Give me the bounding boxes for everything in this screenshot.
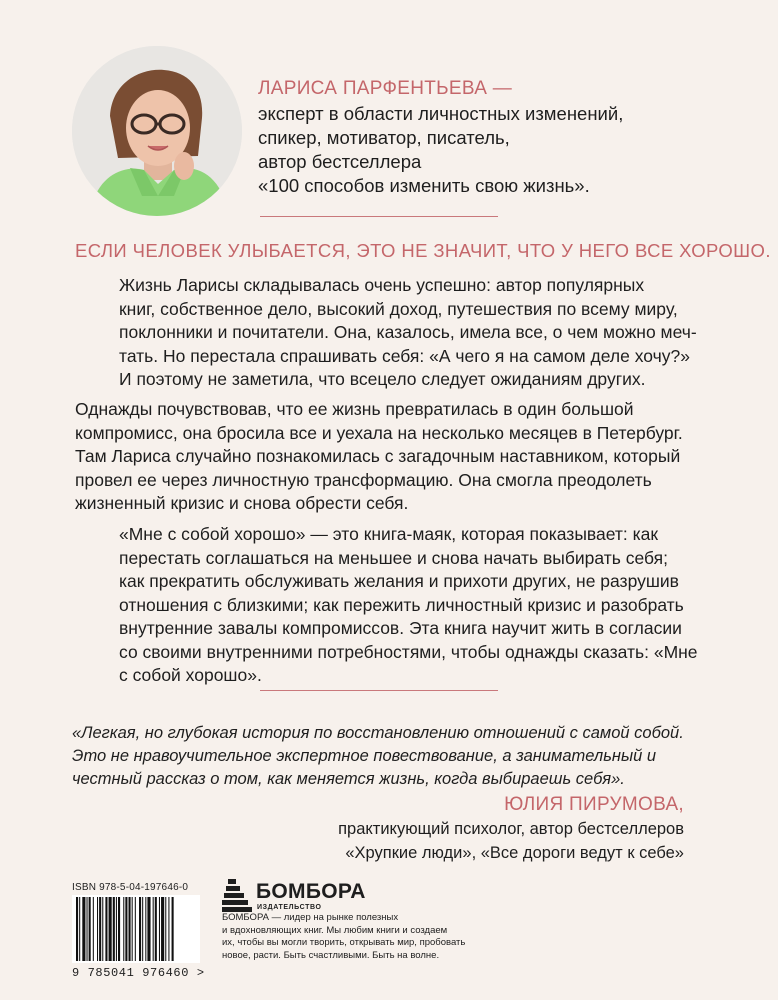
- paragraph-line: Там Лариса случайно познакомилась с загадочным наставником, который: [75, 446, 681, 466]
- author-description-line: автор бестселлера: [258, 151, 422, 172]
- paragraph-line: отношения с близкими; как пережить личностный кризис и разобрать: [119, 594, 684, 615]
- publisher-line: новое, расти. Быть счастливыми. Быть на волне.: [222, 949, 440, 961]
- barcode-bar: [135, 897, 136, 961]
- paragraph-line: жизненный кризис и снова обрести себя.: [75, 493, 409, 513]
- barcode-bar: [87, 897, 88, 961]
- barcode-bar: [165, 897, 166, 961]
- author-portrait-illustration: [72, 46, 242, 216]
- barcode-bar: [129, 897, 131, 961]
- paragraph-2: [75, 398, 683, 516]
- paragraph-line: со своими внутренними потребностями, чтобы однажды сказать: «Мне: [119, 641, 698, 662]
- headline: ЕСЛИ ЧЕЛОВЕК УЛЫБАЕТСЯ, ЭТО НЕ ЗНАЧИТ, ЧТО У НЕГО ВСЕ ХОРОШО.: [75, 240, 771, 261]
- paragraph-1: [119, 274, 697, 392]
- paragraph-line: книг, собственное дело, высокий доход, путешествия по всему миру,: [119, 298, 678, 319]
- barcode-bar: [118, 897, 120, 961]
- barcode-bar: [125, 897, 127, 961]
- author-description: [258, 102, 623, 198]
- publisher-logo-name: БОМБОРА: [256, 880, 366, 903]
- paragraph-line: Однажды почувствовав, что ее жизнь превратилась в один большой: [75, 399, 634, 419]
- publisher-logo-icon: [222, 877, 252, 913]
- paragraph-line: с собой хорошо».: [119, 665, 262, 685]
- barcode-bar: [161, 897, 164, 961]
- publisher-line: их, чтобы вы могли творить, открывать мир, пробовать: [222, 937, 466, 949]
- quote-line: честный рассказ о том, как меняется жизнь, когда выбираешь себя».: [72, 770, 625, 788]
- author-photo: [72, 46, 242, 216]
- quote-line: Это не нравоучительное экспертное повествование, а занимательный и: [72, 747, 657, 765]
- barcode-bar: [142, 897, 143, 961]
- publisher-line: БОМБОРА — лидер на рынке полезных: [222, 912, 399, 923]
- barcode-bar: [76, 897, 78, 961]
- paragraph-line: И поэтому не заметила, что всецело следует ожиданиям других.: [119, 369, 646, 389]
- barcode-bar: [102, 897, 103, 961]
- divider-top: [260, 216, 498, 217]
- barcode-bar: [159, 897, 160, 961]
- quote-role-line: практикующий психолог, автор бестселлеров: [338, 820, 684, 838]
- quote-role-line: «Хрупкие люди», «Все дороги ведут к себе»: [345, 844, 684, 862]
- divider-bottom: [260, 690, 498, 691]
- barcode-bar: [89, 897, 91, 961]
- barcode-bar: [172, 897, 174, 961]
- paragraph-line: поклонники и почитатели. Она, казалось, имела все, о чем можно меч-: [119, 322, 697, 342]
- barcode-bar: [97, 897, 98, 961]
- paragraph-line: «Мне с собой хорошо» — это книга-маяк, которая показывает: как: [119, 524, 659, 544]
- barcode-bar: [123, 897, 124, 961]
- paragraph-line: как прекратить обслуживать желания и прихоти других, не разрушив: [119, 571, 679, 591]
- barcode-bar: [132, 897, 133, 961]
- barcode-bar: [99, 897, 101, 961]
- quote-line: «Легкая, но глубокая история по восстановлению отношений с самой собой.: [72, 724, 684, 742]
- quote-author: ЮЛИЯ ПИРУМОВА,: [504, 794, 684, 815]
- quote-author-role: [338, 817, 684, 865]
- barcode-bar: [147, 897, 150, 961]
- author-description-line: «100 способов изменить свою жизнь».: [258, 175, 590, 196]
- barcode-image: [72, 895, 200, 963]
- barcode-bar: [79, 897, 80, 961]
- paragraph-line: компромисс, она бросила все и уехала на несколько месяцев в Петербург.: [75, 422, 683, 443]
- paragraph-3: [119, 523, 698, 688]
- barcode-digits: 9 785041 976460 >: [72, 966, 205, 980]
- barcode-bar: [139, 897, 141, 961]
- author-name: ЛАРИСА ПАРФЕНТЬЕВА —: [258, 78, 513, 99]
- author-description-line: эксперт в области личностных изменений,: [258, 103, 624, 124]
- barcode-bar: [116, 897, 117, 961]
- publisher-line: и вдохновляющих книг. Мы любим книги и создаем: [222, 924, 448, 936]
- barcode-bar: [155, 897, 157, 961]
- publisher-logo-subtitle: ИЗДАТЕЛЬСТВО: [257, 904, 322, 911]
- paragraph-line: Жизнь Ларисы складывалась очень успешно: автор популярных: [119, 275, 645, 295]
- review-quote: [72, 722, 684, 791]
- paragraph-line: внутренние завалы компромиссов. Эта книга научит жить в согласии: [119, 618, 682, 638]
- barcode-bar: [113, 897, 115, 961]
- barcode-bar: [109, 897, 112, 961]
- barcode-bar: [105, 897, 107, 961]
- paragraph-line: перестать соглашаться на меньшее и снова начать выбирать себя;: [119, 547, 668, 568]
- publisher-description: [222, 912, 465, 962]
- barcode-bar: [145, 897, 146, 961]
- author-description-line: спикер, мотиватор, писатель,: [258, 127, 510, 148]
- barcode: [72, 895, 200, 963]
- barcode-bar: [93, 897, 94, 961]
- paragraph-line: провел ее через личностную трансформацию. Она смогла преодолеть: [75, 469, 652, 490]
- paragraph-line: тать. Но перестала спрашивать себя: «А чего я на самом деле хочу?»: [119, 345, 690, 366]
- barcode-bar: [153, 897, 154, 961]
- barcode-bar: [82, 897, 85, 961]
- isbn: ISBN 978-5-04-197646-0: [72, 882, 189, 893]
- barcode-bar: [168, 897, 169, 961]
